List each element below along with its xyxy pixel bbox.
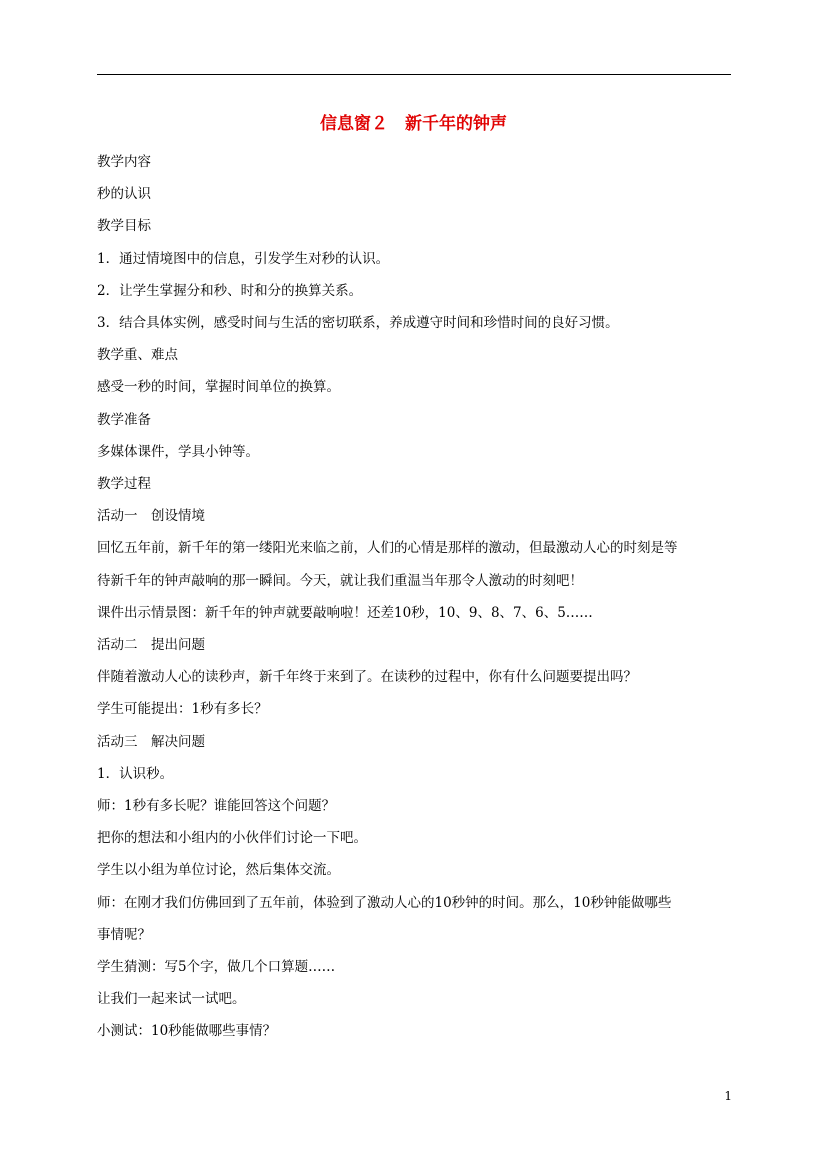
header-rule — [97, 74, 731, 75]
page-number: 1 — [724, 1089, 732, 1103]
activity-2-heading: 活动二 提出问题 — [97, 637, 205, 654]
key-points-text: 感受一秒的时间，掌握时间单位的换算。 — [97, 379, 340, 396]
section-heading-key-points: 教学重、难点 — [97, 347, 178, 364]
page-title: 信息窗２ 新千年的钟声 — [320, 114, 507, 134]
paragraph-line: 学生可能提出：1秒有多长？ — [97, 701, 268, 718]
section-heading-goals: 教学目标 — [97, 218, 151, 235]
activity-1-heading: 活动一 创设情境 — [97, 508, 205, 525]
content-text: 秒的认识 — [97, 186, 151, 203]
preparation-text: 多媒体课件，学具小钟等。 — [97, 443, 259, 460]
document-body — [97, 146, 731, 1048]
paragraph-line: 让我们一起来试一试吧。 — [97, 991, 246, 1008]
goal-item-1: 1．通过情境图中的信息，引发学生对秒的认识。 — [97, 250, 390, 267]
paragraph-line: 1．认识秒。 — [97, 765, 174, 782]
goal-item-3: 3．结合具体实例，感受时间与生活的密切联系，养成遵守时间和珍惜时间的良好习惯。 — [97, 315, 619, 332]
paragraph-line: 小测试：10秒能做哪些事情？ — [97, 1023, 277, 1040]
section-heading-preparation: 教学准备 — [97, 411, 151, 428]
section-heading-content: 教学内容 — [97, 154, 151, 170]
paragraph-line: 事情呢？ — [97, 926, 151, 943]
paragraph-line: 师：1秒有多长呢？谁能回答这个问题？ — [97, 798, 336, 815]
paragraph-line: 把你的想法和小组内的小伙伴们讨论一下吧。 — [97, 830, 367, 847]
paragraph-line: 学生以小组为单位讨论，然后集体交流。 — [97, 862, 340, 879]
paragraph-line: 课件出示情景图：新千年的钟声就要敲响啦！还差10秒，10、9、8、7、6、5…… — [97, 604, 593, 621]
paragraph-line: 师：在刚才我们仿佛回到了五年前，体验到了激动人心的10秒钟的时间。那么，10秒钟能做哪些 — [97, 894, 672, 911]
goal-item-2: 2．让学生掌握分和秒、时和分的换算关系。 — [97, 282, 363, 299]
paragraph-line: 待新千年的钟声敲响的那一瞬间。今天，就让我们重温当年那令人激动的时刻吧！ — [97, 572, 583, 589]
paragraph-line: 伴随着激动人心的读秒声，新千年终于来到了。在读秒的过程中，你有什么问题要提出吗？ — [97, 669, 637, 686]
activity-3-heading: 活动三 解决问题 — [97, 733, 205, 750]
paragraph-line: 学生猜测：写5个字，做几个口算题…… — [97, 959, 336, 976]
paragraph-line: 回忆五年前，新千年的第一缕阳光来临之前，人们的心情是那样的激动，但最激动人心的时刻是等 — [97, 540, 678, 557]
section-heading-process: 教学过程 — [97, 476, 151, 493]
